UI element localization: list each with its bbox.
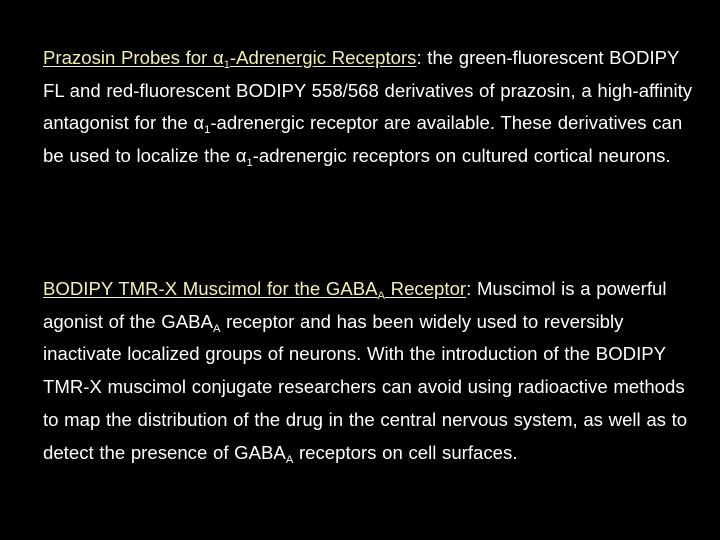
muscimol-text-b-subscript: A xyxy=(285,453,294,466)
prazosin-heading-subscript: 1 xyxy=(223,58,230,71)
muscimol-text-a-subscript: A xyxy=(212,322,221,335)
prazosin-text-a: : the green-fluorescent BODIPY FL and red-fluorescent BODIPY 558/568 derivatives of prazosin, a high-affinity antagonist for the α xyxy=(43,47,693,134)
prazosin-text-b: -adrenergic receptor are available. These derivatives can be used to localize the α xyxy=(43,112,683,167)
muscimol-heading-post: Receptor xyxy=(384,278,467,299)
muscimol-heading-pre: BODIPY TMR-X Muscimol for the GABA xyxy=(43,278,378,299)
prazosin-heading xyxy=(43,47,417,71)
prazosin-text-b-subscript: 1 xyxy=(246,157,253,169)
muscimol-text-a: : Muscimol is a powerful agonist of the GABA xyxy=(43,278,667,332)
prazosin-heading-post: -Adrenergic Receptors xyxy=(229,47,417,68)
prazosin-text-c: -adrenergic receptors on cultured cortical neurons. xyxy=(252,145,671,167)
muscimol-paragraph xyxy=(43,273,693,469)
muscimol-heading-subscript: A xyxy=(377,289,385,302)
muscimol-text-b: receptor and has been widely used to reversibly inactivate localized groups of neurons. With the introduction of the BODIPY TMR-X muscimol conjugate researchers can avoid using radioactive methods to map the distribution of the drug in the central nervous system, as well as to detect the presence of GABA xyxy=(43,310,688,463)
prazosin-heading-pre: Prazosin Probes for α xyxy=(43,47,224,68)
prazosin-text-a-subscript: 1 xyxy=(204,124,211,137)
muscimol-heading xyxy=(43,278,467,302)
prazosin-paragraph xyxy=(43,42,693,173)
muscimol-text-c: receptors on cell surfaces. xyxy=(293,441,518,463)
